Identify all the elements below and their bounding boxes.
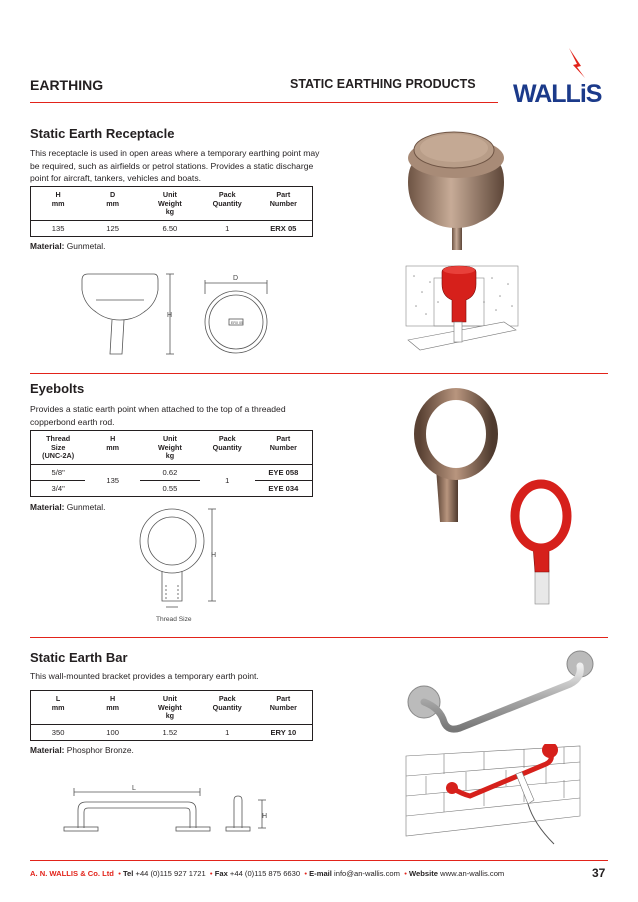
category-title: STATIC EARTHING PRODUCTS (290, 77, 476, 91)
col-weight: Unit Weight kg (157, 190, 182, 216)
product-title: Static Earth Bar (30, 650, 128, 665)
dim-h-label: H (167, 312, 173, 319)
email-label: E-mail (309, 869, 332, 878)
cell-part: EYE 034 (255, 480, 313, 496)
wallis-logo (511, 44, 611, 106)
material-label: Material: (30, 241, 65, 251)
receptacle-diagram (70, 268, 290, 368)
tel-number: +44 (0)115 927 1721 (135, 869, 206, 878)
receptacle-photo (404, 126, 508, 254)
earth-bar-photo (400, 648, 600, 736)
col-pack: Pack Quantity (212, 694, 242, 712)
footer-rule (30, 860, 608, 861)
stamp-label: ERX 05 (231, 321, 244, 325)
tel-label: Tel (122, 869, 134, 878)
website-link[interactable]: www.an-wallis.com (440, 869, 505, 878)
col-part: Part Number (269, 190, 297, 208)
col-h: H mm (106, 434, 120, 452)
col-weight: Unit Weight kg (157, 694, 182, 720)
dim-thread-label: Thread Size (156, 616, 192, 623)
col-part: Part Number (269, 434, 297, 452)
cell-pack: 1 (225, 223, 230, 233)
earth-bar-diagram (62, 782, 282, 836)
product-title: Eyebolts (30, 381, 85, 396)
email-address[interactable]: info@an-wallis.com (334, 869, 400, 878)
company-name: A. N. WALLIS & Co. Ltd (30, 869, 114, 878)
cell-h: 135 (106, 475, 120, 485)
header-rule (30, 102, 498, 103)
section-title: EARTHING (30, 77, 104, 93)
product-description: Provides a static earth point when attached to the top of a threaded copperbond earth rod. (30, 404, 286, 427)
cell-thread: 5/8" (51, 467, 65, 477)
dim-d-label: D (233, 275, 239, 282)
cell-pack: 1 (225, 727, 230, 737)
section-divider (30, 373, 608, 374)
material-line (30, 241, 105, 251)
col-h: H mm (106, 694, 120, 712)
material-line (30, 745, 134, 755)
earth-bar-install-illustration (404, 744, 582, 856)
cell-l: 350 (51, 727, 65, 737)
cell-pack: 1 (225, 475, 230, 485)
eyebolt-illustration (505, 478, 575, 606)
footer-contact: A. N. WALLIS & Co. Ltd • Tel +44 (0)115 927 1721 • Fax +44 (0)115 875 6630 • E-mail info@an-wallis.com • Website www.an-wallis.com (30, 869, 505, 878)
col-l: L mm (51, 694, 65, 712)
brand-wordmark: WALLiS (513, 80, 602, 106)
cell-d: 125 (106, 223, 119, 233)
spec-table (30, 690, 313, 741)
table-row (31, 220, 313, 236)
product-title: Static Earth Receptacle (30, 126, 175, 141)
col-weight: Unit Weight kg (158, 434, 182, 460)
section-divider (30, 637, 608, 638)
cell-h: 100 (106, 727, 119, 737)
fax-number: +44 (0)115 875 6630 (229, 869, 301, 878)
cell-part: ERX 05 (270, 223, 297, 233)
cell-weight: 0.62 (162, 467, 178, 477)
col-d: D mm (106, 190, 120, 208)
material-value: Phosphor Bronze. (66, 745, 134, 755)
spec-table (30, 186, 313, 237)
material-value: Gunmetal. (66, 241, 106, 251)
material-value: Gunmetal. (66, 502, 106, 512)
material-line (30, 502, 105, 512)
material-label: Material: (30, 745, 65, 755)
product-description: This wall-mounted bracket provides a temporary earth point. (30, 671, 259, 681)
material-label: Material: (30, 502, 65, 512)
cell-thread: 3/4" (31, 480, 86, 496)
eyebolt-photo (412, 388, 502, 528)
web-label: Website (409, 869, 438, 878)
table-row (31, 724, 313, 740)
page-number: 37 (592, 866, 606, 880)
cell-weight: 1.52 (162, 727, 178, 737)
col-pack: Pack Quantity (212, 434, 242, 452)
dim-h-label: H (262, 813, 268, 820)
col-part: Part Number (269, 694, 297, 712)
table-row (31, 464, 313, 480)
product-description: This receptacle is used in open areas where a temporary earthing point may be required, such as airfields or petrol stations. Provides a static discharge point for aircraft, tankers, vehicles and boats. (30, 148, 320, 183)
dim-l-label: L (132, 785, 136, 792)
col-h: H mm (51, 190, 65, 208)
cell-weight: 6.50 (162, 223, 178, 233)
cell-h: 135 (51, 223, 65, 233)
cell-part: ERY 10 (270, 727, 297, 737)
spec-table (30, 430, 313, 497)
fax-label: Fax (214, 869, 228, 878)
cell-part: EYE 058 (268, 467, 299, 477)
dim-h-label: H (211, 552, 217, 559)
cell-weight: 0.55 (140, 480, 200, 496)
col-thread: Thread Size (UNC-2A) (42, 434, 75, 460)
eyebolt-diagram (128, 505, 228, 633)
table-row (31, 480, 313, 496)
col-pack: Pack Quantity (212, 190, 242, 208)
receptacle-install-illustration (404, 262, 524, 368)
